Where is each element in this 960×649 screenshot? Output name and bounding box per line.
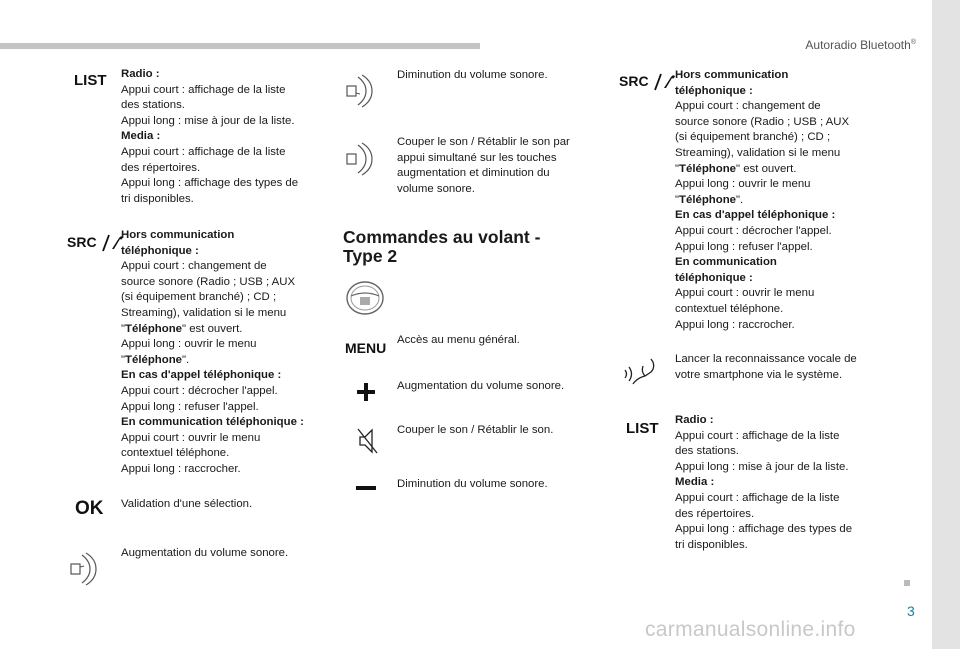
col3-radio-block xyxy=(675,413,885,553)
minus-icon xyxy=(356,484,376,492)
heading-line: Commandes au volant - xyxy=(343,227,541,247)
text-line: source sonore (Radio ; USB ; AUX xyxy=(675,115,850,128)
text-line: source sonore (Radio ; USB ; AUX xyxy=(121,275,296,288)
src-label: SRC xyxy=(619,73,649,89)
text-fragment: " est ouvert. xyxy=(182,322,243,335)
mute-description: Couper le son / Rétablir le son. xyxy=(397,424,554,436)
text-line: volume sonore. xyxy=(397,182,475,195)
text-line: Streaming), validation si le menu xyxy=(121,306,287,319)
text-line: des stations. xyxy=(675,445,739,458)
text-fragment: " est ouvert. xyxy=(736,162,797,175)
text-line: Appui long : raccrocher. xyxy=(675,318,795,331)
text-line: Appui long : ouvrir le menu xyxy=(675,178,811,191)
text-line: des stations. xyxy=(121,99,185,112)
radio-title: Radio : xyxy=(675,414,714,426)
quote: " xyxy=(675,162,680,175)
right-margin-band xyxy=(932,0,960,649)
hors-com-title: téléphonique : xyxy=(121,244,199,257)
text-line: Appui long : mise à jour de la liste. xyxy=(675,460,849,473)
text-line: Appui court : affichage de la liste xyxy=(121,145,286,158)
text-line: votre smartphone via le système. xyxy=(675,368,843,381)
src-label: SRC xyxy=(67,234,97,250)
mute-combo-block xyxy=(397,135,587,197)
in-call-title: En communication téléphonique : xyxy=(121,416,304,429)
text-line xyxy=(121,322,331,338)
menu-name: Téléphone xyxy=(125,353,183,366)
text-line xyxy=(675,193,880,209)
text-line: Appui long : affichage des types de xyxy=(675,523,853,536)
text-line: Appui long : affichage des types de xyxy=(121,177,299,190)
text-line: Appui long : raccrocher. xyxy=(121,462,241,475)
text-line: Appui long : refuser l'appel. xyxy=(121,400,259,413)
hors-com-title: Hors communication xyxy=(675,69,789,81)
voice-block xyxy=(675,352,857,383)
page-header xyxy=(805,38,916,52)
text-line: Appui long : ouvrir le menu xyxy=(121,338,257,351)
text-line: contextuel téléphone. xyxy=(121,447,230,460)
col3-phone-block xyxy=(675,68,880,333)
ok-icon: OK xyxy=(75,498,104,519)
quote: " xyxy=(121,322,126,335)
section-heading xyxy=(343,228,540,266)
text-line: Streaming), validation si le menu xyxy=(675,146,841,159)
in-call-title: En communication xyxy=(675,256,777,269)
steering-wheel-icon xyxy=(345,280,385,316)
src-phone-icon xyxy=(67,234,97,252)
text-line: augmentation et diminution du xyxy=(397,167,550,180)
text-line: Appui long : mise à jour de la liste. xyxy=(121,114,295,127)
media-title: Media : xyxy=(675,476,715,489)
vol-down-description: Diminution du volume sonore. xyxy=(397,69,548,81)
wheel-control-icon xyxy=(344,141,374,177)
list-label-icon: LIST xyxy=(626,420,659,437)
text-line: Appui court : affichage de la liste xyxy=(121,83,286,96)
text-line: appui simultané sur les touches xyxy=(397,151,557,164)
header-registered-mark: ® xyxy=(910,39,916,46)
call-title: En cas d'appel téléphonique : xyxy=(675,209,836,222)
hors-com-title: Hors communication xyxy=(121,229,235,241)
voice-icon xyxy=(623,356,659,386)
text-line: tri disponibles. xyxy=(121,192,194,205)
text-fragment: ". xyxy=(736,193,744,206)
list-label-icon: LIST xyxy=(74,72,107,89)
menu-icon: MENU xyxy=(345,340,387,356)
text-line: Appui court : affichage de la liste xyxy=(675,429,840,442)
page-marker xyxy=(904,580,910,586)
watermark: carmanualsonline.info xyxy=(645,618,856,641)
menu-name: Téléphone xyxy=(125,322,183,335)
col1-radio-block xyxy=(121,67,326,207)
plus-icon xyxy=(356,382,376,402)
text-line: des répertoires. xyxy=(675,507,755,520)
in-call-title: téléphonique : xyxy=(675,271,753,284)
text-line: Appui court : ouvrir le menu xyxy=(675,287,815,300)
text-line xyxy=(675,162,880,178)
header-title: Autoradio Bluetooth xyxy=(805,38,911,52)
call-title: En cas d'appel téléphonique : xyxy=(121,369,282,382)
header-rule xyxy=(0,43,480,49)
text-line: (si équipement branché) ; CD ; xyxy=(121,291,277,304)
minus-description: Diminution du volume sonore. xyxy=(397,478,548,490)
mute-icon xyxy=(357,427,379,455)
phone-slash-icon xyxy=(653,71,675,91)
text-line: (si équipement branché) ; CD ; xyxy=(675,131,831,144)
text-fragment: ". xyxy=(182,353,190,366)
text-line: Appui court : changement de xyxy=(121,260,267,273)
text-line: tri disponibles. xyxy=(675,538,748,551)
page-number: 3 xyxy=(907,603,915,619)
plus-description: Augmentation du volume sonore. xyxy=(397,380,565,392)
col1-phone-block xyxy=(121,228,331,478)
menu-name: Téléphone xyxy=(679,193,737,206)
menu-description: Accès au menu général. xyxy=(397,334,520,346)
text-line: contextuel téléphone. xyxy=(675,302,784,315)
text-line: des répertoires. xyxy=(121,161,201,174)
ok-description: Validation d'une sélection. xyxy=(121,498,253,510)
wheel-control-icon xyxy=(68,551,98,587)
text-line: Appui court : changement de xyxy=(675,100,821,113)
menu-name: Téléphone xyxy=(679,162,737,175)
quote: " xyxy=(121,353,126,366)
text-line: Appui court : affichage de la liste xyxy=(675,491,840,504)
text-line: Appui court : décrocher l'appel. xyxy=(121,384,278,397)
text-line: Lancer la reconnaissance vocale de xyxy=(675,353,857,365)
text-line xyxy=(121,353,331,369)
wheel-control-icon xyxy=(344,73,374,109)
text-line: Couper le son / Rétablir le son par xyxy=(397,136,570,148)
media-title: Media : xyxy=(121,130,161,143)
radio-title: Radio : xyxy=(121,68,160,80)
quote: " xyxy=(675,193,680,206)
text-line: Appui court : ouvrir le menu xyxy=(121,431,261,444)
hors-com-title: téléphonique : xyxy=(675,84,753,97)
src-phone-icon xyxy=(619,73,649,91)
vol-up-description: Augmentation du volume sonore. xyxy=(121,547,289,559)
phone-slash-icon xyxy=(101,232,123,252)
text-line: Appui long : refuser l'appel. xyxy=(675,240,813,253)
heading-line: Type 2 xyxy=(343,246,398,266)
text-line: Appui court : décrocher l'appel. xyxy=(675,224,832,237)
